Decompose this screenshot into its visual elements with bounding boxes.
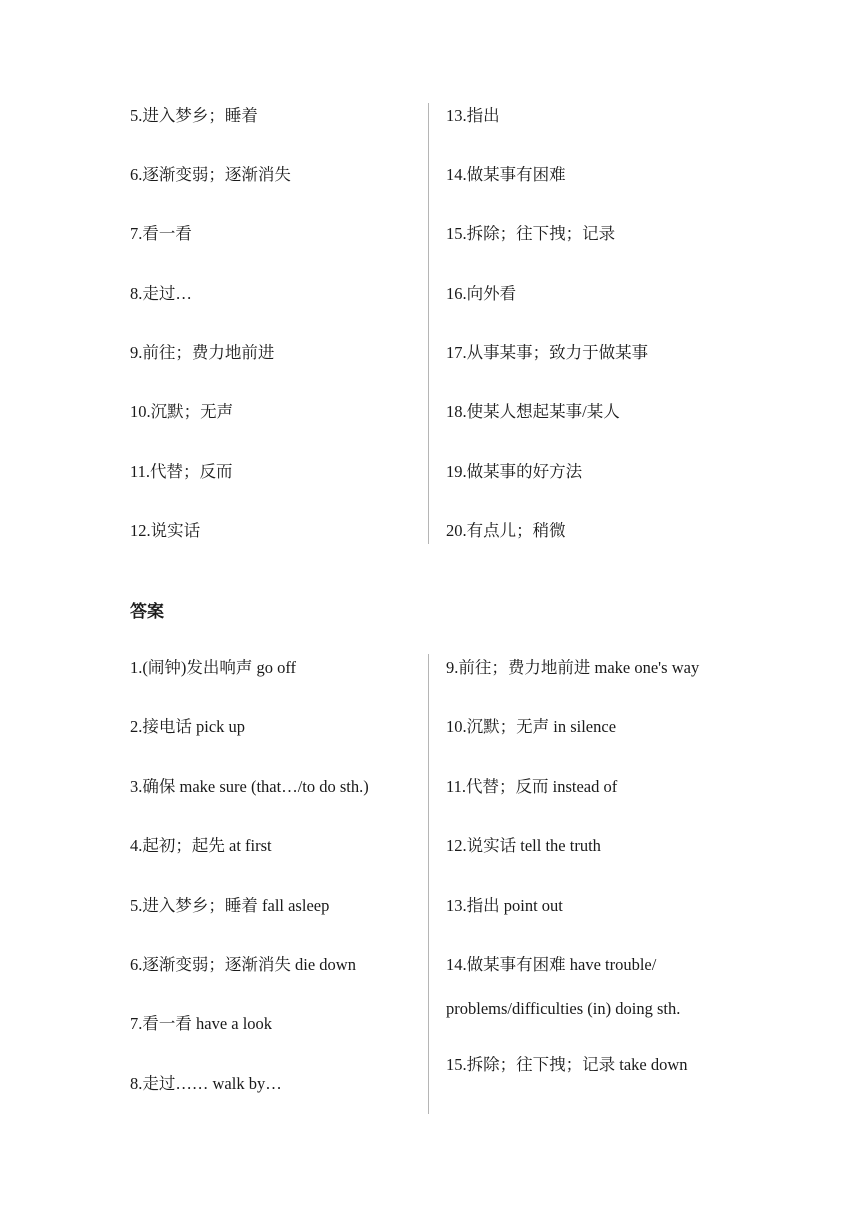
question-item: 10.沉默；无声 (130, 402, 234, 421)
question-item: 15.拆除；往下拽；记录 (446, 224, 616, 243)
column-divider (428, 654, 429, 1114)
question-item: 7.看一看 (130, 224, 192, 243)
questions-right-column (446, 106, 776, 546)
questions-left-column (130, 106, 420, 546)
question-item: 17.从事某事；致力于做某事 (446, 343, 649, 362)
question-item: 14.做某事有困难 (446, 165, 566, 184)
question-item: 5.进入梦乡；睡着 (130, 106, 258, 125)
answer-item-continuation: problems/difficulties (in) doing sth. (446, 999, 681, 1018)
question-item: 18.使某人想起某事/某人 (446, 402, 620, 421)
answers-left-column (130, 658, 420, 1098)
answer-item: 11.代替；反而 instead of (446, 777, 618, 796)
answer-item: 15.拆除；往下拽；记录 take down (446, 1055, 688, 1074)
answer-item: 6.逐渐变弱；逐渐消失 die down (130, 955, 356, 974)
answers-heading: 答案 (130, 602, 164, 622)
question-item: 13.指出 (446, 106, 500, 125)
answer-item: 1.(闹钟)发出响声 go off (130, 658, 297, 677)
answer-item: 2.接电话 pick up (130, 717, 246, 736)
question-item: 6.逐渐变弱；逐渐消失 (130, 165, 291, 184)
answer-item: 5.进入梦乡；睡着 fall asleep (130, 896, 330, 915)
question-item: 8.走过… (130, 284, 192, 303)
answers-right-column (446, 658, 776, 1098)
question-item: 16.向外看 (446, 284, 517, 303)
question-item: 19.做某事的好方法 (446, 462, 583, 481)
answer-item: 14.做某事有困难 have trouble/ (446, 955, 657, 974)
answer-item: 3.确保 make sure (that…/to do sth.) (130, 777, 369, 796)
question-item: 9.前往；费力地前进 (130, 343, 275, 362)
answer-item: 9.前往；费力地前进 make one's way (446, 658, 700, 677)
question-item: 12.说实话 (130, 521, 201, 540)
answer-item: 12.说实话 tell the truth (446, 836, 601, 855)
answer-item: 7.看一看 have a look (130, 1014, 273, 1033)
answer-item: 10.沉默；无声 in silence (446, 717, 617, 736)
answer-item: 8.走过…… walk by… (130, 1074, 282, 1093)
answer-item: 4.起初；起先 at first (130, 836, 272, 855)
column-divider (428, 103, 429, 544)
answer-item: 13.指出 point out (446, 896, 563, 915)
question-item: 11.代替；反而 (130, 462, 233, 481)
question-item: 20.有点儿；稍微 (446, 521, 566, 540)
